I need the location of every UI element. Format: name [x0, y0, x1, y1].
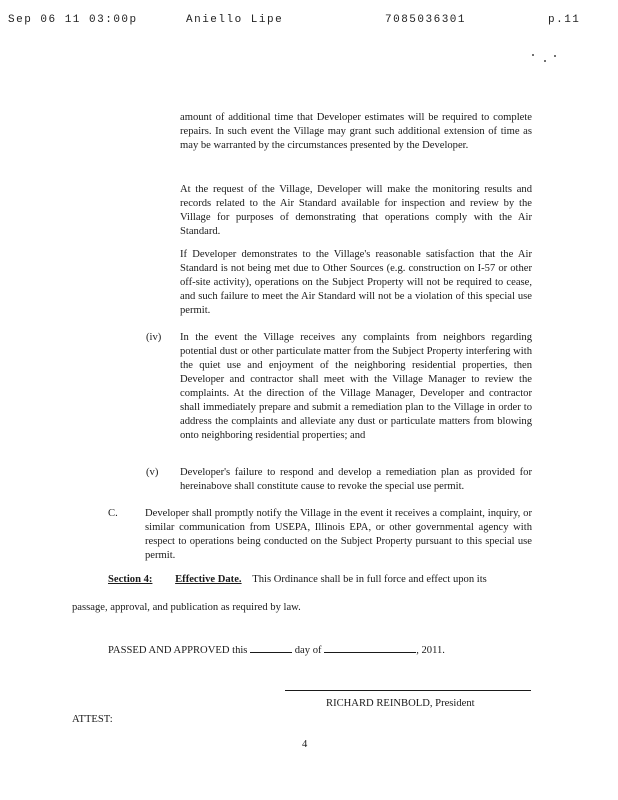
paragraph-other-sources: If Developer demonstrates to the Village's reasonable satisfaction that the Air Standard is not being met due to Other Sources (e.g. construction on I-57 or other off-site activity), operations on the Subject Property will not be required to cease, and such failure to meet the Air Standard will not be a violation of this special use permit.	[180, 249, 532, 316]
passed-year: , 2011.	[416, 645, 445, 656]
passed-prefix: PASSED AND APPROVED this	[108, 645, 248, 656]
paragraph-continuation: amount of additional time that Developer estimates will be required to complete repairs. In such event the Village may grant such additional extension of time as may be warranted by the circumstances presented by the Developer.	[180, 112, 532, 151]
scan-specks	[530, 52, 570, 72]
fax-header	[0, 14, 618, 30]
item-iv-text: In the event the Village receives any complaints from neighbors regarding potential dust or other particulate matter from the Subject Property interfering with the quiet use and enjoyment of the neighboring residential properties, then Developer and contractor shall meet with the Village Manager to review the complaints. At the direction of the Village Manager, Developer and contractor shall immediately prepare and submit a remediation plan to the Village in order to address the complaints and alleviate any dust or particulate matters from blowing onto neighboring residential properties; and	[180, 332, 532, 441]
signature-name: RICHARD REINBOLD, President	[326, 698, 475, 709]
passed-approved-line	[108, 642, 445, 658]
attest-label: ATTEST:	[72, 714, 113, 725]
item-c-text: Developer shall promptly notify the Village in the event it receives a complaint, inquiry, or similar communication from USEPA, Illinois EPA, or other governmental agency with respect to operations being conducted on the Subject Property pursuant to this special use permit.	[145, 508, 532, 561]
section-4-heading: Effective Date.	[175, 574, 242, 585]
passed-middle: day of	[294, 645, 322, 656]
section-4-text: This Ordinance shall be in full force and effect upon its	[252, 574, 487, 585]
fax-sender: Aniello Lipe	[186, 14, 284, 26]
paragraph-monitoring: At the request of the Village, Developer will make the monitoring results and records related to the Air Standard available for inspection and review by the Village for purposes of demonstrating that operations comply with the Air Standard.	[180, 184, 532, 237]
day-blank	[250, 642, 292, 653]
item-v-marker: (v)	[146, 467, 159, 478]
month-blank	[324, 642, 416, 653]
section-4-continuation: passage, approval, and publication as required by law.	[72, 602, 301, 613]
item-c-marker: C.	[108, 508, 118, 519]
fax-page: p.11	[548, 14, 581, 26]
section-4-label: Section 4:	[108, 574, 153, 585]
item-v-text: Developer's failure to respond and develop a remediation plan as provided for hereinabove shall constitute cause to revoke the special use permit.	[180, 467, 532, 492]
fax-phone: 7085036301	[385, 14, 467, 26]
item-iv-marker: (iv)	[146, 332, 162, 343]
section-4	[108, 573, 487, 587]
signature-line	[285, 690, 531, 691]
fax-date-time: Sep 06 11 03:00p	[8, 14, 138, 26]
page-number: 4	[302, 739, 308, 750]
